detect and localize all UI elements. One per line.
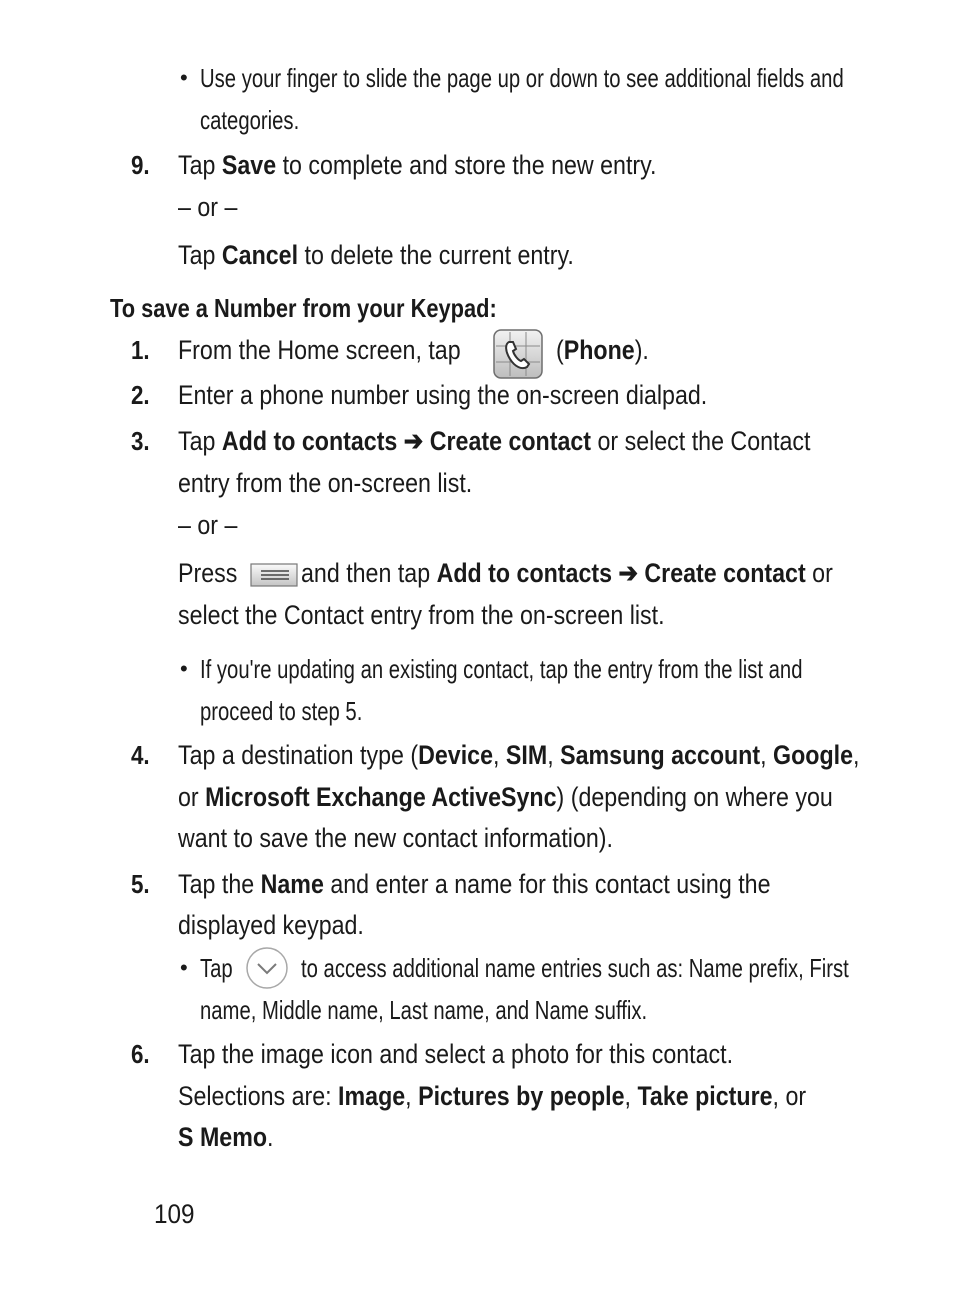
exchange-label: Microsoft Exchange ActiveSync	[205, 782, 557, 812]
step-number: 1.	[131, 335, 150, 365]
take-picture-label: Take picture	[637, 1081, 773, 1111]
s-memo-label: S Memo	[178, 1122, 268, 1152]
step-number: 4.	[131, 740, 150, 770]
step-text: Tap Cancel to delete the current entry.	[178, 240, 574, 270]
step-text: Tap the Name and enter a name for this contact using the	[178, 869, 771, 899]
bullet-marker: •	[180, 955, 188, 980]
step-text: Press	[178, 558, 238, 588]
step-number: 2.	[131, 380, 150, 410]
bullet-text: Use your finger to slide the page up or down to see additional fields and	[200, 63, 844, 93]
image-label: Image	[338, 1081, 406, 1111]
step-text: Enter a phone number using the on-screen dialpad.	[178, 380, 708, 410]
google-label: Google	[773, 740, 853, 770]
save-label: Save	[221, 150, 277, 180]
or-separator: – or –	[178, 192, 238, 222]
phone-app-icon	[493, 329, 543, 379]
page-number: 109	[154, 1199, 195, 1229]
create-contact-label: Create contact	[429, 426, 592, 456]
step-text: S Memo.	[178, 1122, 274, 1152]
bullet-text: name, Middle name, Last name, and Name suffix.	[200, 995, 648, 1025]
step-text: Selections are: Image, Pictures by people, Take picture, or	[178, 1081, 807, 1111]
menu-key-icon	[250, 563, 298, 587]
cancel-label: Cancel	[221, 240, 299, 270]
device-label: Device	[418, 740, 493, 770]
step-number: 3.	[131, 426, 150, 456]
create-contact-label: Create contact	[644, 558, 806, 588]
section-heading: To save a Number from your Keypad:	[110, 293, 497, 323]
step-text: Tap Save to complete and store the new entry.	[178, 150, 657, 180]
step-text: Tap Add to contacts ➔ Create contact or select the Contact	[178, 426, 811, 456]
chevron-down-circle-icon	[245, 946, 289, 990]
step-number: 9.	[131, 150, 150, 180]
bullet-text: to access additional name entries such as: Name prefix, First	[301, 953, 849, 983]
step-text: want to save the new contact information).	[178, 823, 613, 853]
step-text: Tap a destination type (Device, SIM, Samsung account, Google,	[178, 740, 860, 770]
step-number: 6.	[131, 1039, 150, 1069]
bullet-text: categories.	[200, 105, 300, 135]
step-text: select the Contact entry from the on-screen list.	[178, 600, 665, 630]
step-text: and then tap Add to contacts ➔ Create contact or	[301, 558, 833, 588]
add-to-contacts-label: Add to contacts	[436, 558, 613, 588]
step-text: displayed keypad.	[178, 910, 364, 940]
pictures-by-people-label: Pictures by people	[418, 1081, 625, 1111]
sim-label: SIM	[505, 740, 548, 770]
step-text: (Phone).	[556, 335, 649, 365]
add-to-contacts-label: Add to contacts	[221, 426, 398, 456]
phone-label: Phone	[563, 335, 635, 365]
bullet-marker: •	[180, 65, 188, 90]
samsung-account-label: Samsung account	[560, 740, 761, 770]
step-text: entry from the on-screen list.	[178, 468, 473, 498]
bullet-marker: •	[180, 656, 188, 681]
step-number: 5.	[131, 869, 150, 899]
or-separator: – or –	[178, 510, 238, 540]
step-text: or Microsoft Exchange ActiveSync) (depending on where you	[178, 782, 833, 812]
bullet-text: If you're updating an existing contact, tap the entry from the list and	[200, 654, 803, 684]
name-label: Name	[260, 869, 324, 899]
step-text: From the Home screen, tap	[178, 335, 461, 365]
arrow-symbol: ➔	[612, 558, 645, 588]
step-text: Tap the image icon and select a photo for this contact.	[178, 1039, 734, 1069]
arrow-symbol: ➔	[397, 426, 430, 456]
bullet-text: proceed to step 5.	[200, 696, 363, 726]
bullet-text: Tap	[200, 953, 233, 983]
